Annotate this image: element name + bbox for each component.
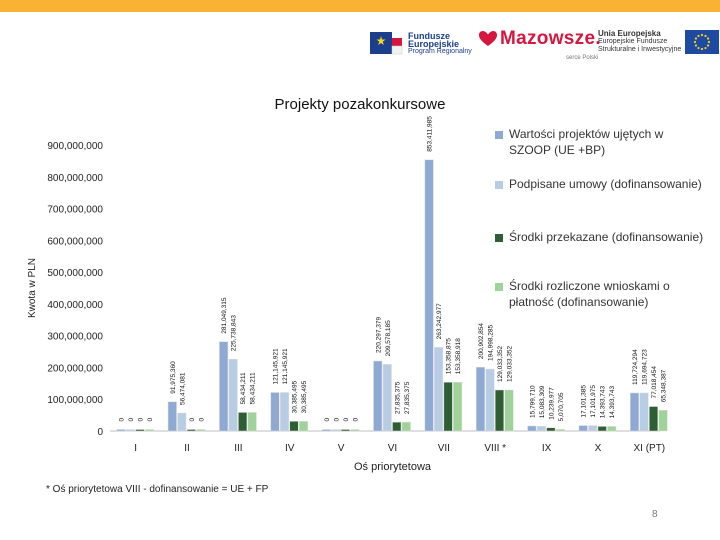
data-label: 77,018,454 <box>651 365 659 399</box>
legend-item <box>495 176 705 192</box>
data-label: 15,083,309 <box>538 385 546 419</box>
y-axis-label: Kwota w PLN <box>27 257 38 319</box>
bar-1 <box>117 430 126 432</box>
data-label: 119,724,294 <box>632 349 640 385</box>
x-tick-label: II <box>184 443 190 454</box>
data-label: 209,578,185 <box>384 320 392 357</box>
bar-3 <box>290 421 299 431</box>
data-label: 0 <box>342 417 350 422</box>
y-tick-label: 800,000,000 <box>47 172 103 184</box>
y-tick-label: 700,000,000 <box>47 204 103 216</box>
x-tick-label: X <box>594 443 602 454</box>
data-label: 91,975,360 <box>169 361 177 394</box>
bar-1 <box>271 393 280 431</box>
data-label: 58,434,211 <box>240 372 248 405</box>
bar-3 <box>136 430 145 432</box>
data-label: 194,998,285 <box>487 324 495 362</box>
bar-4 <box>505 390 514 431</box>
legend-item <box>495 229 705 245</box>
bar-2 <box>434 347 443 431</box>
bar-2 <box>383 364 392 431</box>
data-label: 17,101,385 <box>580 385 588 418</box>
data-label: 129,033,352 <box>496 345 504 382</box>
data-label: 15,799,710 <box>529 385 537 418</box>
data-label: 30,385,495 <box>301 380 309 414</box>
legend-label: Środki przekazane (dofinansowanie) <box>509 230 704 244</box>
footnote: * Oś priorytetowa VIII - dofinansowanie = UE + FP <box>46 484 269 495</box>
data-label: 200,902,854 <box>477 323 485 360</box>
data-label: 5,070,705 <box>557 392 565 422</box>
bar-3 <box>238 412 247 431</box>
y-tick-label: 300,000,000 <box>47 331 103 343</box>
data-label: 27,835,375 <box>394 381 402 415</box>
eu-logo-line2: Europejskie Fundusze <box>598 38 668 45</box>
bar-1 <box>630 393 639 431</box>
bar-4 <box>145 430 154 432</box>
bar-3 <box>187 430 196 432</box>
y-tick-label: 0 <box>97 427 103 438</box>
bar-4 <box>299 421 308 431</box>
data-label: 220,297,379 <box>375 316 383 353</box>
bar-3 <box>649 407 658 431</box>
data-label: 153,358,875 <box>445 338 453 375</box>
bar-1 <box>168 402 177 431</box>
data-label: 121,145,921 <box>282 348 290 385</box>
bar-4 <box>402 422 411 431</box>
y-tick-label: 100,000,000 <box>47 395 103 407</box>
x-tick-label: IX <box>541 443 552 454</box>
bar-2 <box>588 426 597 431</box>
data-label: 225,738,843 <box>230 315 238 352</box>
bar-3 <box>495 390 504 431</box>
bar-4 <box>197 430 206 432</box>
data-label: 14,393,743 <box>609 385 617 419</box>
legend-item <box>495 278 705 310</box>
x-tick-label: IV <box>285 443 295 454</box>
data-label: 121,145,921 <box>272 348 280 385</box>
data-label: 0 <box>333 417 341 422</box>
legend-swatch <box>495 234 503 242</box>
legend-item <box>495 126 705 158</box>
data-label: 853,411,985 <box>426 116 434 152</box>
x-axis-label: Oś priorytetowa <box>353 461 432 473</box>
bar-2 <box>280 393 289 431</box>
data-label: 17,101,975 <box>590 385 598 418</box>
bar-1 <box>219 342 228 431</box>
data-label: 0 <box>188 417 196 422</box>
bar-2 <box>229 359 238 431</box>
data-label: 27,835,375 <box>403 381 411 415</box>
data-label: 119,694,723 <box>641 349 649 385</box>
bar-3 <box>598 426 607 431</box>
eu-logo-line3: Strukturalne i Inwestycyjne <box>598 46 682 53</box>
data-label: 10,239,977 <box>548 387 556 420</box>
y-tick-label: 600,000,000 <box>47 236 103 248</box>
bar-1 <box>425 160 434 431</box>
bar-1 <box>528 426 537 431</box>
data-label: 0 <box>352 417 360 422</box>
legend-swatch <box>495 131 503 139</box>
data-label: 0 <box>198 417 206 422</box>
bar-3 <box>547 428 556 431</box>
x-tick-label: III <box>234 443 243 454</box>
mazowsze-name: Mazowsze. <box>500 28 601 49</box>
data-label: 58,434,211 <box>249 372 257 405</box>
bar-3 <box>341 430 350 432</box>
data-label: 129,033,352 <box>506 345 514 382</box>
bar-4 <box>556 429 565 431</box>
x-tick-label: VI <box>387 443 398 454</box>
bar-3 <box>393 422 402 431</box>
bar-4 <box>659 410 668 431</box>
x-tick-label: V <box>337 443 345 454</box>
bar-1 <box>476 367 485 431</box>
legend-swatch <box>495 181 503 189</box>
y-tick-label: 400,000,000 <box>47 299 103 311</box>
x-tick-label: I <box>134 443 138 454</box>
legend-swatch <box>495 283 503 291</box>
y-tick-label: 900,000,000 <box>47 141 103 152</box>
legend-label: Środki rozliczone wnioskami o płatność (dofinansowanie) <box>509 279 670 309</box>
data-label: 56,474,081 <box>179 372 187 406</box>
x-tick-label: VIII * <box>484 443 507 454</box>
fe-logo-line3: Program Regionalny <box>408 48 472 55</box>
data-label: 30,385,495 <box>291 380 299 414</box>
page-number: 8 <box>652 509 658 520</box>
x-tick-label: XI (PT) <box>633 443 666 454</box>
data-label: 153,358,918 <box>455 338 463 375</box>
data-label: 14,393,743 <box>599 385 607 419</box>
fe-logo-line1: Fundusze <box>408 31 450 41</box>
bar-2 <box>332 430 341 432</box>
bar-3 <box>444 382 453 431</box>
bar-2 <box>486 369 495 431</box>
legend-label: Podpisane umowy (dofinansowanie) <box>509 177 702 191</box>
legend-label: Wartości projektów ujętych w SZOOP (UE +BP) <box>509 127 664 157</box>
y-tick-label: 200,000,000 <box>47 363 103 375</box>
bar-2 <box>126 430 135 432</box>
bar-1 <box>322 430 331 432</box>
data-label: 0 <box>118 417 126 422</box>
bar-4 <box>453 382 462 431</box>
x-tick-label: VII <box>437 443 450 454</box>
data-label: 263,242,977 <box>436 303 444 340</box>
bar-2 <box>178 413 187 431</box>
bar-4 <box>351 430 360 432</box>
chart-title: Projekty pozakonkursowe <box>274 96 446 113</box>
eu-logo-line1: Unia Europejska <box>598 29 661 38</box>
bar-1 <box>579 426 588 431</box>
data-label: 0 <box>137 417 145 422</box>
fe-logo-line2: Europejskie <box>408 39 460 49</box>
bar-2 <box>640 393 649 431</box>
data-label: 0 <box>323 417 331 422</box>
y-tick-label: 500,000,000 <box>47 268 103 280</box>
mazowsze-tagline: serce Polski <box>566 55 599 61</box>
data-label: 0 <box>127 417 135 422</box>
data-label: 0 <box>146 417 154 422</box>
bar-2 <box>537 426 546 431</box>
bar-1 <box>374 361 383 431</box>
data-label: 281,049,315 <box>221 297 229 334</box>
bar-4 <box>607 426 616 431</box>
bar-4 <box>248 412 257 431</box>
data-label: 65,348,387 <box>660 369 668 403</box>
